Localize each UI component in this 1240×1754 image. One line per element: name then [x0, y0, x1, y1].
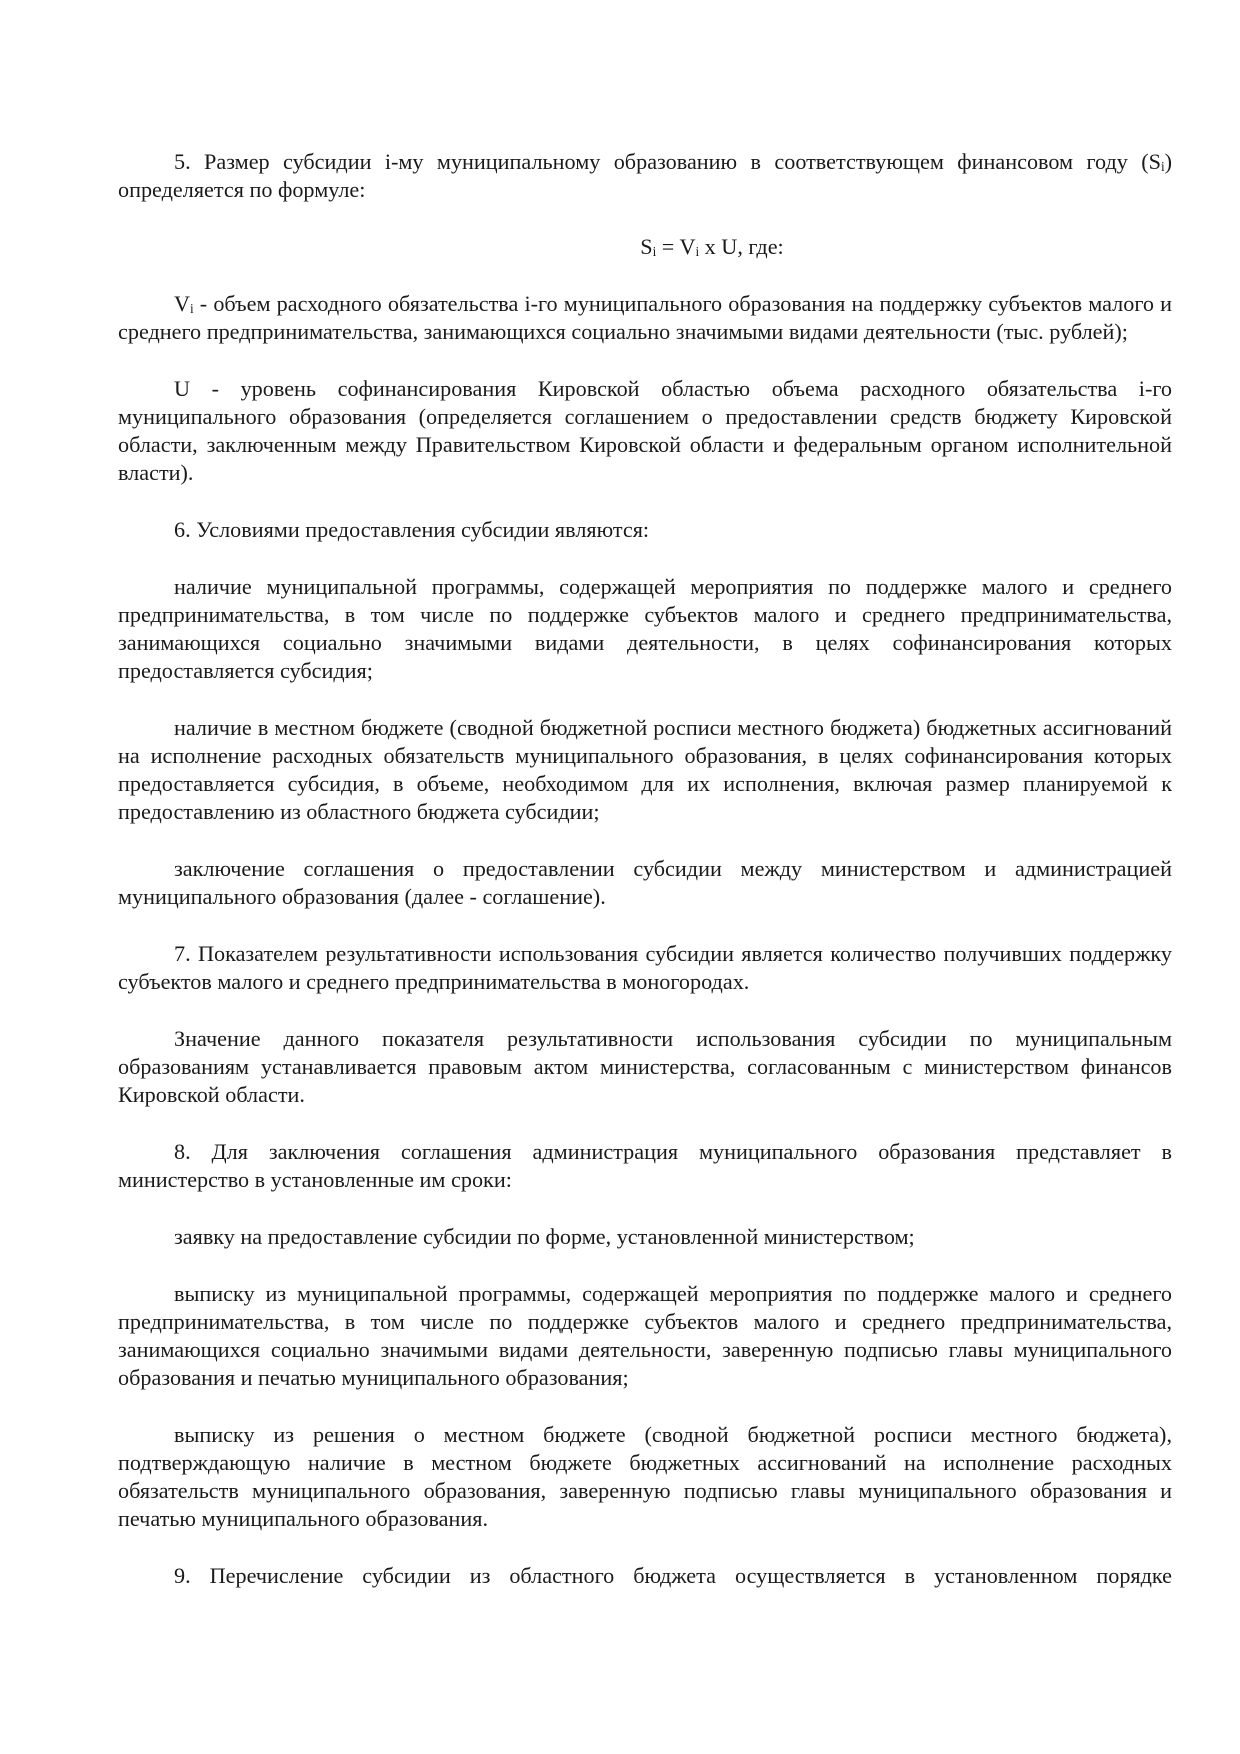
- subsidy-formula: Sᵢ = Vᵢ x U, где:: [640, 234, 784, 259]
- paragraph-9-transfer: 9. Перечисление субсидии из областного бюджета осуществляется в установленном порядке: [174, 1563, 1172, 1588]
- paragraph-document-program-extract: выписку из муниципальной программы, содержащей мероприятия по поддержке малого и среднего предпринимательства, в том числе по поддержке субъектов малого и среднего предпринимательства, занимающихся социально значимыми видами деятельности, заверенную подписью главы муниципального образования и печатью муниципального образования;: [118, 1281, 1172, 1390]
- document-page: [118, 148, 1172, 1590]
- paragraph-6-conditions: 6. Условиями предоставления субсидии являются:: [174, 517, 650, 542]
- paragraph-document-budget-extract: выписку из решения о местном бюджете (сводной бюджетной росписи местного бюджета), подтверждающую наличие в местном бюджете бюджетных ассигнований на исполнение расходных обязательств муниципального образования, заверенную подписью главы муниципального образования и печатью муниципального образования.: [118, 1422, 1172, 1531]
- paragraph-8-documents: 8. Для заключения соглашения администрация муниципального образования представляет в министерство в установленные им сроки:: [118, 1139, 1172, 1192]
- paragraph-condition-agreement: заключение соглашения о предоставлении субсидии между министерством и администрацией муниципального образования (далее - соглашение).: [118, 856, 1172, 909]
- paragraph-indicator-value: Значение данного показателя результативности использования субсидии по муниципальным образованиям устанавливается правовым актом министерства, согласованным с министерством финансов Кировской области.: [118, 1026, 1172, 1107]
- paragraph-condition-budget: наличие в местном бюджете (сводной бюджетной росписи местного бюджета) бюджетных ассигнований на исполнение расходных обязательств муниципального образования, в целях софинансирования которых предоставляется субсидия, в объеме, необходимом для их исполнения, включая размер планируемой к предоставлению из областного бюджета субсидии;: [118, 715, 1172, 824]
- paragraph-5-subsidy-size: 5. Размер субсидии i-му муниципальному образованию в соответствующем финансовом году (Sᵢ) определяется по формуле:: [118, 149, 1172, 202]
- paragraph-document-application: заявку на предоставление субсидии по форме, установленной министерством;: [174, 1224, 915, 1249]
- paragraph-u-definition: U - уровень софинансирования Кировской областью объема расходного обязательства i-го муниципального образования (определяется соглашением о предоставлении средств бюджету Кировской области, заключенным между Правительством Кировской области и федеральным органом исполнительной власти).: [118, 376, 1172, 485]
- paragraph-7-indicator: 7. Показателем результативности использования субсидии является количество получивших поддержку субъектов малого и среднего предпринимательства в моногородах.: [118, 941, 1172, 994]
- paragraph-condition-program: наличие муниципальной программы, содержащей мероприятия по поддержке малого и среднего предпринимательства, в том числе по поддержке субъектов малого и среднего предпринимательства, занимающихся социально значимыми видами деятельности, в целях софинансирования которых предоставляется субсидия;: [118, 574, 1172, 683]
- paragraph-vi-definition: Vᵢ - объем расходного обязательства i-го муниципального образования на поддержку субъектов малого и среднего предпринимательства, занимающихся социально значимыми видами деятельности (тыс. рублей);: [118, 291, 1172, 344]
